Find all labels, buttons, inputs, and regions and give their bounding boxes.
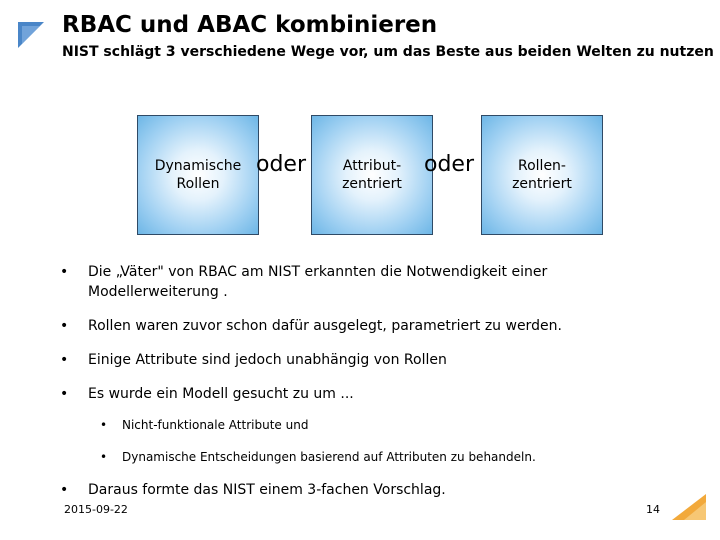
- footer-date: 2015-09-22: [64, 503, 128, 516]
- sub-bullet-text: Dynamische Entscheidungen basierend auf Attributen zu behandeln.: [122, 450, 536, 464]
- option-box-line-1: Rollen-: [518, 158, 566, 174]
- separator-oder-1: oder: [256, 152, 307, 177]
- bullet-text: Einige Attribute sind jedoch unabhängig von Rollen: [88, 352, 447, 368]
- corner-triangle-icon: [18, 22, 44, 48]
- option-box-line-1: Attribut-: [342, 158, 402, 174]
- page-number: 14: [646, 503, 660, 516]
- company-logo-icon: [672, 494, 706, 520]
- slide-subtitle: NIST schlägt 3 verschiedene Wege vor, um das Beste aus beiden Welten zu nutzen: [62, 44, 714, 60]
- option-box-line-1: Dynamische: [154, 158, 242, 174]
- option-box-dynamic-roles: [137, 115, 259, 235]
- bullet-text: Daraus formte das NIST einem 3-fachen Vorschlag.: [88, 482, 446, 498]
- separator-oder-2: oder: [424, 152, 475, 177]
- sub-bullet-text: Nicht-funktionale Attribute und: [122, 418, 309, 432]
- bullet-icon: •: [60, 386, 69, 402]
- option-box-line-2: zentriert: [512, 176, 572, 192]
- bullet-icon: •: [60, 318, 69, 334]
- bullet-icon: •: [60, 264, 69, 280]
- slide-title: RBAC und ABAC kombinieren: [62, 12, 438, 38]
- bullet-text: Es wurde ein Modell gesucht zu um ...: [88, 386, 354, 402]
- option-box-attribute-centric: [311, 115, 433, 235]
- option-box-line-2: Rollen: [176, 176, 220, 192]
- bullet-icon: •: [100, 450, 108, 464]
- bullet-text: Die „Väter" von RBAC am NIST erkannten die Notwendigkeit einer Modellerweiterung .: [88, 264, 548, 300]
- option-box-role-centric: [481, 115, 603, 235]
- option-box-line-2: zentriert: [342, 176, 402, 192]
- bullet-icon: •: [100, 418, 108, 432]
- bullet-text: Rollen waren zuvor schon dafür ausgelegt, parametriert zu werden.: [88, 318, 562, 334]
- bullet-icon: •: [60, 482, 69, 498]
- bullet-icon: •: [60, 352, 69, 368]
